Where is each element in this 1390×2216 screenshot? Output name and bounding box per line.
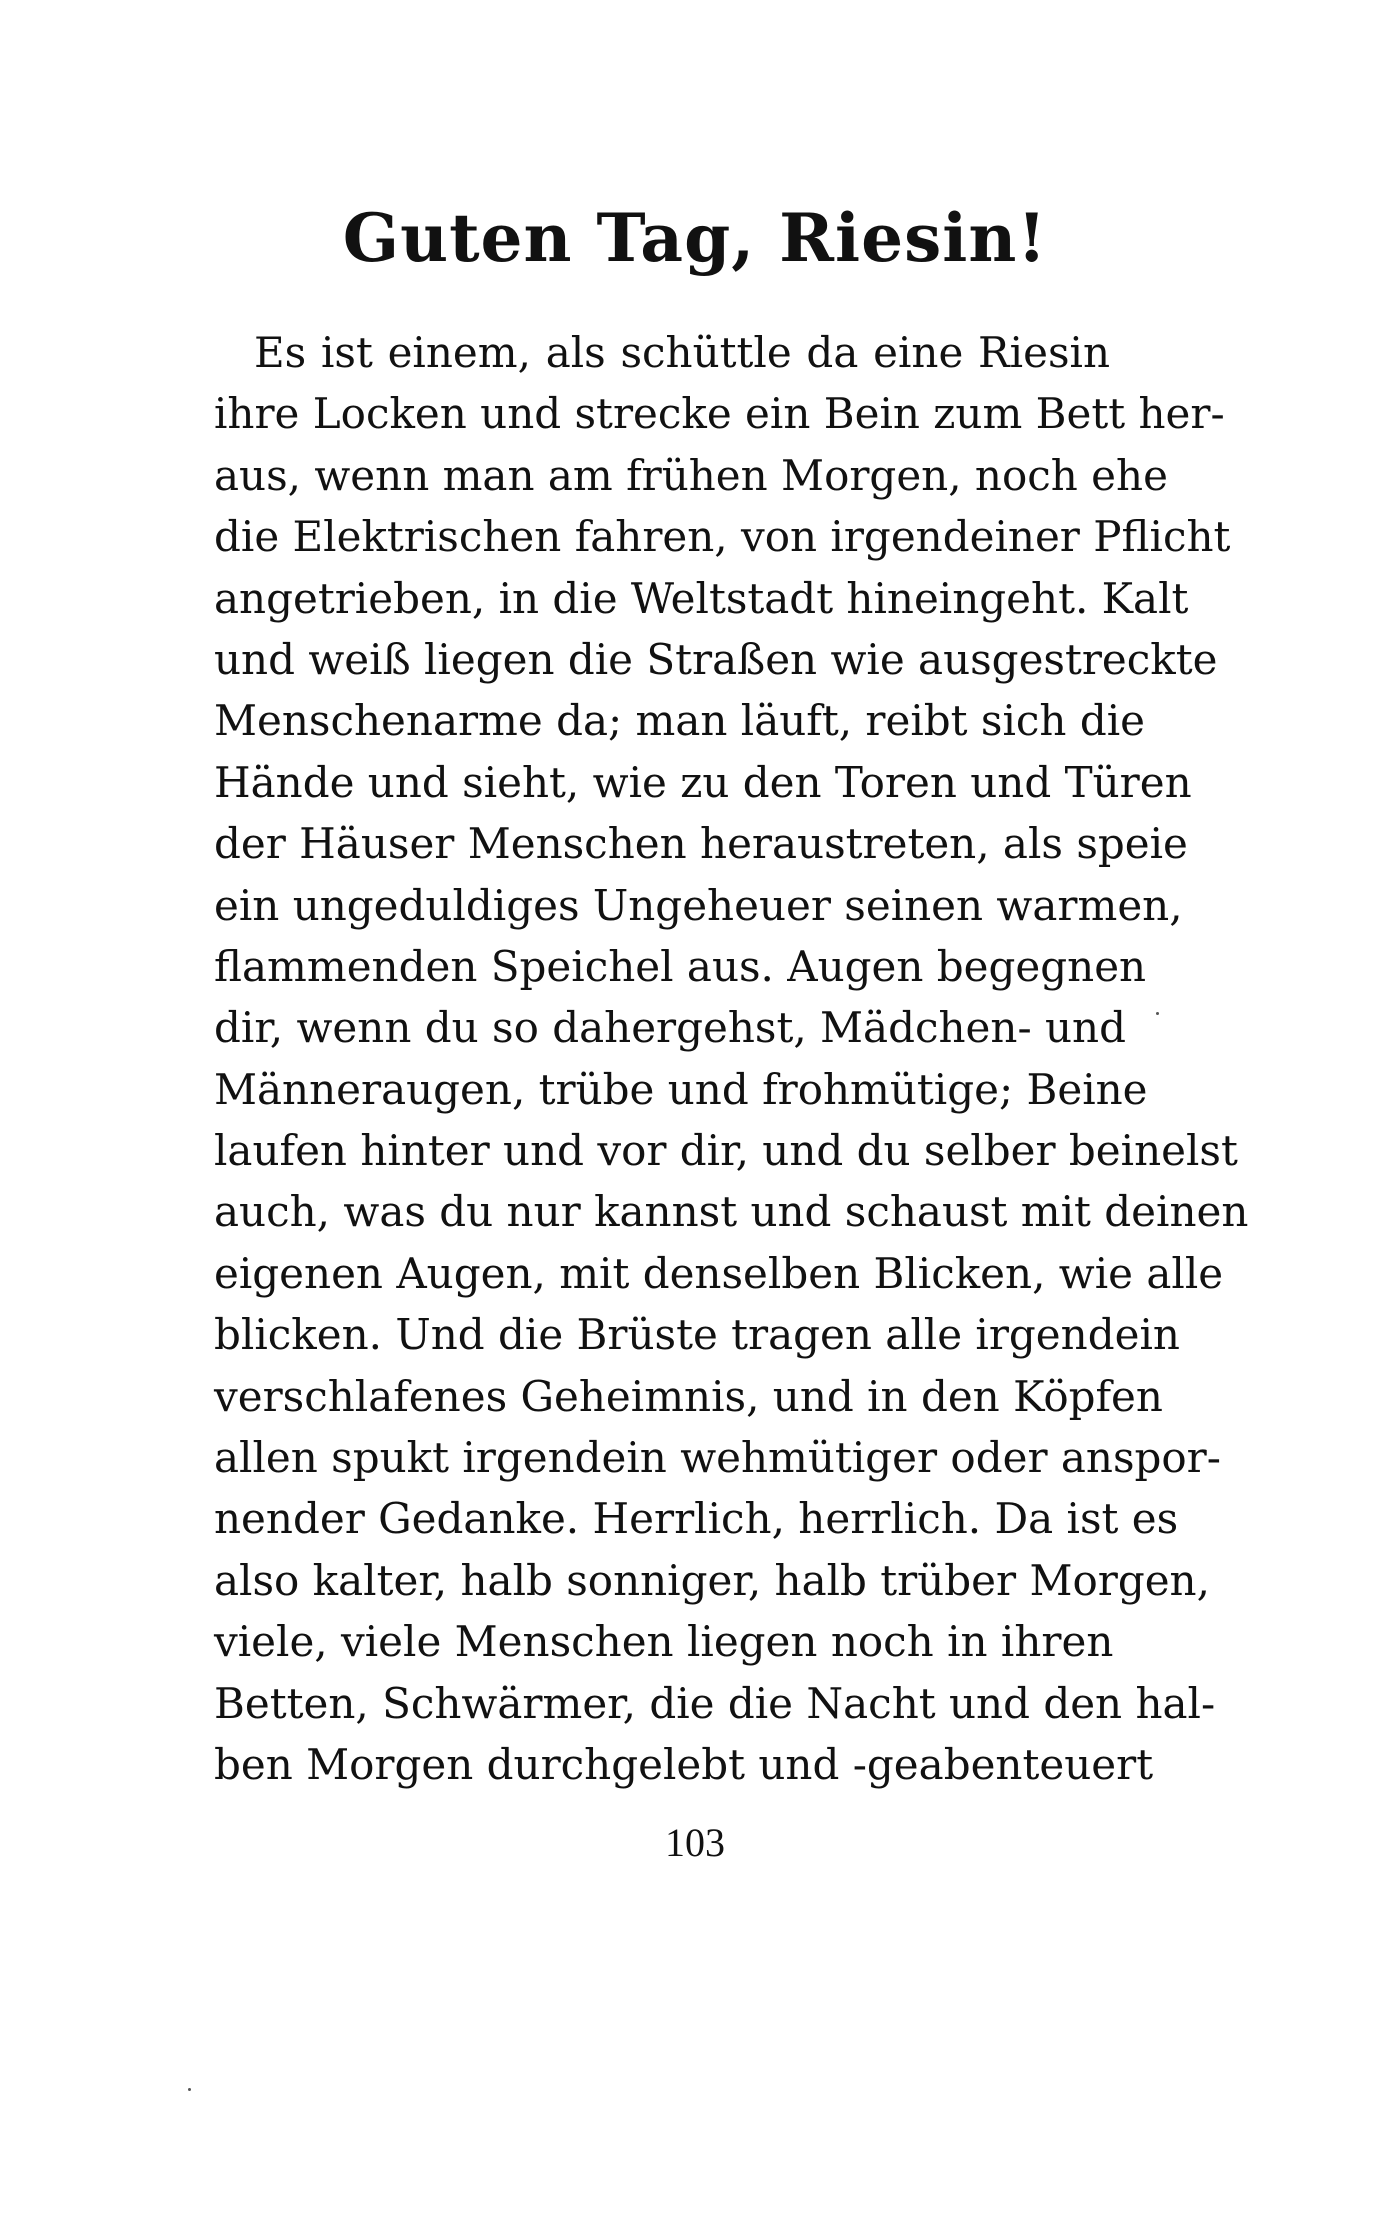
- text-line: blicken. Und die Brüste tragen alle irgendein: [214, 1310, 1180, 1360]
- text-line: ein ungeduldiges Ungeheuer seinen warmen,: [214, 880, 1183, 930]
- text-line: also kalter, halb sonniger, halb trüber Morgen,: [214, 1555, 1210, 1605]
- text-line: ben Morgen durchgelebt und -geabenteuert: [214, 1739, 1154, 1789]
- text-line: laufen hinter und vor dir, und du selber beinelst: [214, 1126, 1238, 1176]
- text-line: nender Gedanke. Herrlich, herrlich. Da ist es: [214, 1494, 1179, 1544]
- chapter-title: Guten Tag, Riesin!: [342, 199, 1048, 277]
- text-line: Betten, Schwärmer, die die Nacht und den hal-: [214, 1678, 1216, 1728]
- text-line: ihre Locken und strecke ein Bein zum Bett her-: [214, 389, 1225, 439]
- text-line: flammenden Speichel aus. Augen begegnen: [214, 941, 1147, 991]
- scan-speck: [188, 2088, 191, 2091]
- text-line: aus, wenn man am frühen Morgen, noch ehe: [214, 450, 1168, 500]
- body-text: [214, 322, 1249, 1795]
- text-line: allen spukt irgendein wehmütiger oder anspor-: [214, 1433, 1221, 1483]
- text-line: Es ist einem, als schüttle da eine Riesin: [254, 328, 1110, 377]
- text-line: auch, was du nur kannst und schaust mit deinen: [214, 1187, 1249, 1237]
- text-line: die Elektrischen fahren, von irgendeiner Pflicht: [214, 512, 1231, 562]
- text-line: der Häuser Menschen heraustreten, als speie: [214, 819, 1188, 869]
- text-line: angetrieben, in die Weltstadt hineingeht. Kalt: [214, 573, 1189, 623]
- page-number: 103: [665, 1820, 725, 1865]
- text-line: Menschenarme da; man läuft, reibt sich die: [214, 696, 1145, 746]
- scan-speck: [1156, 1012, 1159, 1015]
- text-line: Männeraugen, trübe und frohmütige; Beine: [214, 1064, 1148, 1114]
- text-line: viele, viele Menschen liegen noch in ihren: [214, 1617, 1114, 1667]
- text-line: verschlafenes Geheimnis, und in den Köpfen: [214, 1371, 1163, 1421]
- text-line: und weiß liegen die Straßen wie ausgestreckte: [214, 634, 1218, 684]
- text-line: Hände und sieht, wie zu den Toren und Türen: [214, 757, 1192, 807]
- text-line: eigenen Augen, mit denselben Blicken, wie alle: [214, 1248, 1224, 1298]
- text-line: dir, wenn du so dahergehst, Mädchen- und: [214, 1003, 1126, 1053]
